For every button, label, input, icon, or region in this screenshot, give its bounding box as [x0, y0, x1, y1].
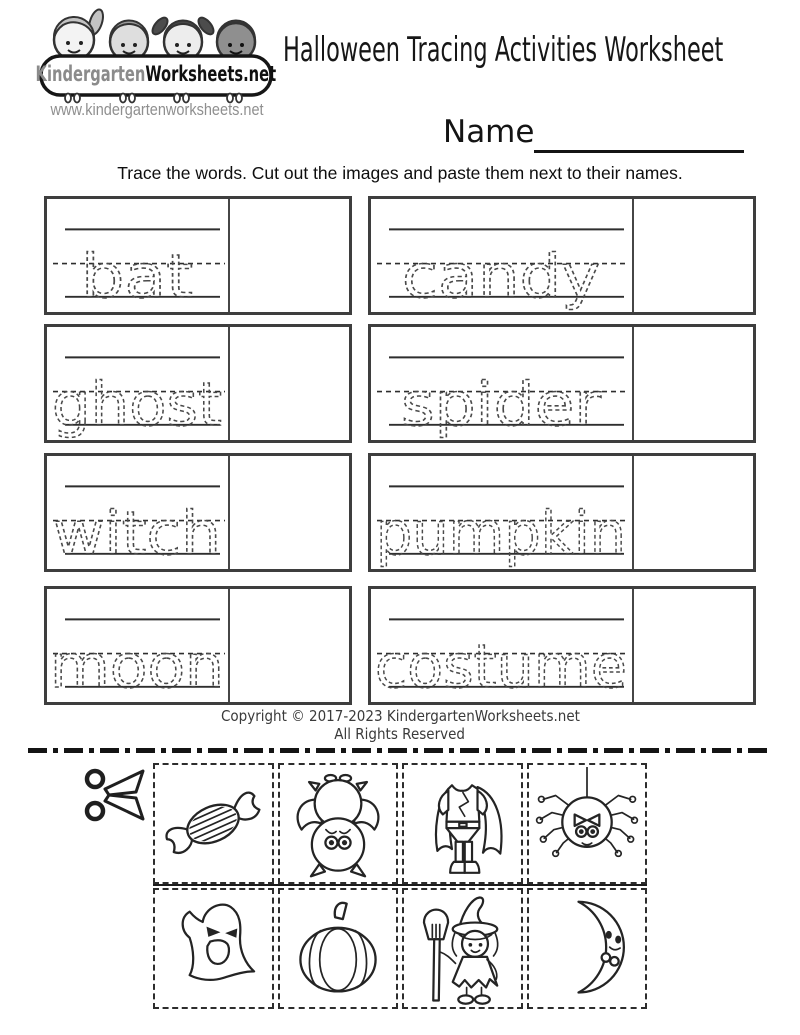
cutout-cell-candy [153, 763, 274, 884]
witch-image [411, 891, 513, 1007]
cutout-cell-bat [278, 763, 399, 884]
tracing-box-candy [368, 196, 756, 315]
traceable-word: ghost [52, 370, 222, 440]
brand-bold: Worksheets.net [145, 62, 277, 86]
name-blank-line [534, 114, 744, 153]
scissors-icon [84, 766, 150, 824]
word-area [371, 456, 634, 569]
cutout-row-divider-line [153, 884, 647, 886]
candy-image [160, 768, 266, 880]
word-area [47, 456, 230, 569]
traceable-word: pumpkin [376, 499, 626, 569]
paste-box [230, 589, 349, 702]
cutout-image-grid [153, 763, 647, 1009]
word-area [371, 199, 634, 312]
paste-box [634, 589, 753, 702]
tracing-box-bat [44, 196, 352, 315]
traceable-word: bat [80, 242, 193, 312]
traceable-word: moon [50, 632, 224, 702]
logo-wordmark [35, 56, 277, 92]
tracing-box-pumpkin [368, 453, 756, 572]
tracing-box-ghost [44, 324, 352, 443]
traceable-word: spider [401, 370, 602, 440]
rights-line: All Rights Reserved [334, 725, 466, 743]
moon-image [535, 892, 639, 1006]
traceable-word: costume [375, 632, 627, 702]
cutout-cell-costume [402, 763, 523, 884]
copyright-line: Copyright © 2017-2023 KindergartenWorksheets.net [220, 707, 580, 725]
costume-image [411, 767, 513, 881]
cutout-cell-witch [402, 888, 523, 1009]
name-field [443, 114, 744, 153]
paste-box [634, 199, 753, 312]
bat-image [285, 768, 391, 880]
spider-image [534, 767, 640, 881]
word-area [47, 589, 230, 702]
paste-box [230, 199, 349, 312]
website-url: www.kindergartenworksheets.net [50, 101, 264, 119]
paste-box [634, 456, 753, 569]
paste-box [230, 327, 349, 440]
word-area [47, 327, 230, 440]
traceable-word: candy [401, 242, 600, 312]
paste-box [230, 456, 349, 569]
girl-ponytail-icon [54, 8, 106, 60]
brand-regular: Kindergarten [35, 62, 146, 86]
tracing-box-witch [44, 453, 352, 572]
dashed-cut-line [28, 748, 772, 753]
pumpkin-image [285, 894, 391, 1004]
cutout-cell-spider [527, 763, 648, 884]
word-area [47, 199, 230, 312]
girl-pigtails-icon [150, 15, 217, 61]
word-area [371, 589, 634, 702]
tracing-box-costume [368, 586, 756, 705]
word-area [371, 327, 634, 440]
cutout-cell-pumpkin [278, 888, 399, 1009]
page-title: Halloween Tracing Activities Worksheet [283, 30, 724, 70]
tracing-box-spider [368, 324, 756, 443]
tracing-box-moon [44, 586, 352, 705]
name-label: Name [443, 114, 535, 150]
traceable-word: witch [52, 499, 221, 569]
paste-box [634, 327, 753, 440]
cutout-cell-moon [527, 888, 648, 1009]
instruction-text: Trace the words. Cut out the images and paste them next to their names. [117, 163, 683, 183]
cutout-cell-ghost [153, 888, 274, 1009]
ghost-image [160, 893, 266, 1005]
